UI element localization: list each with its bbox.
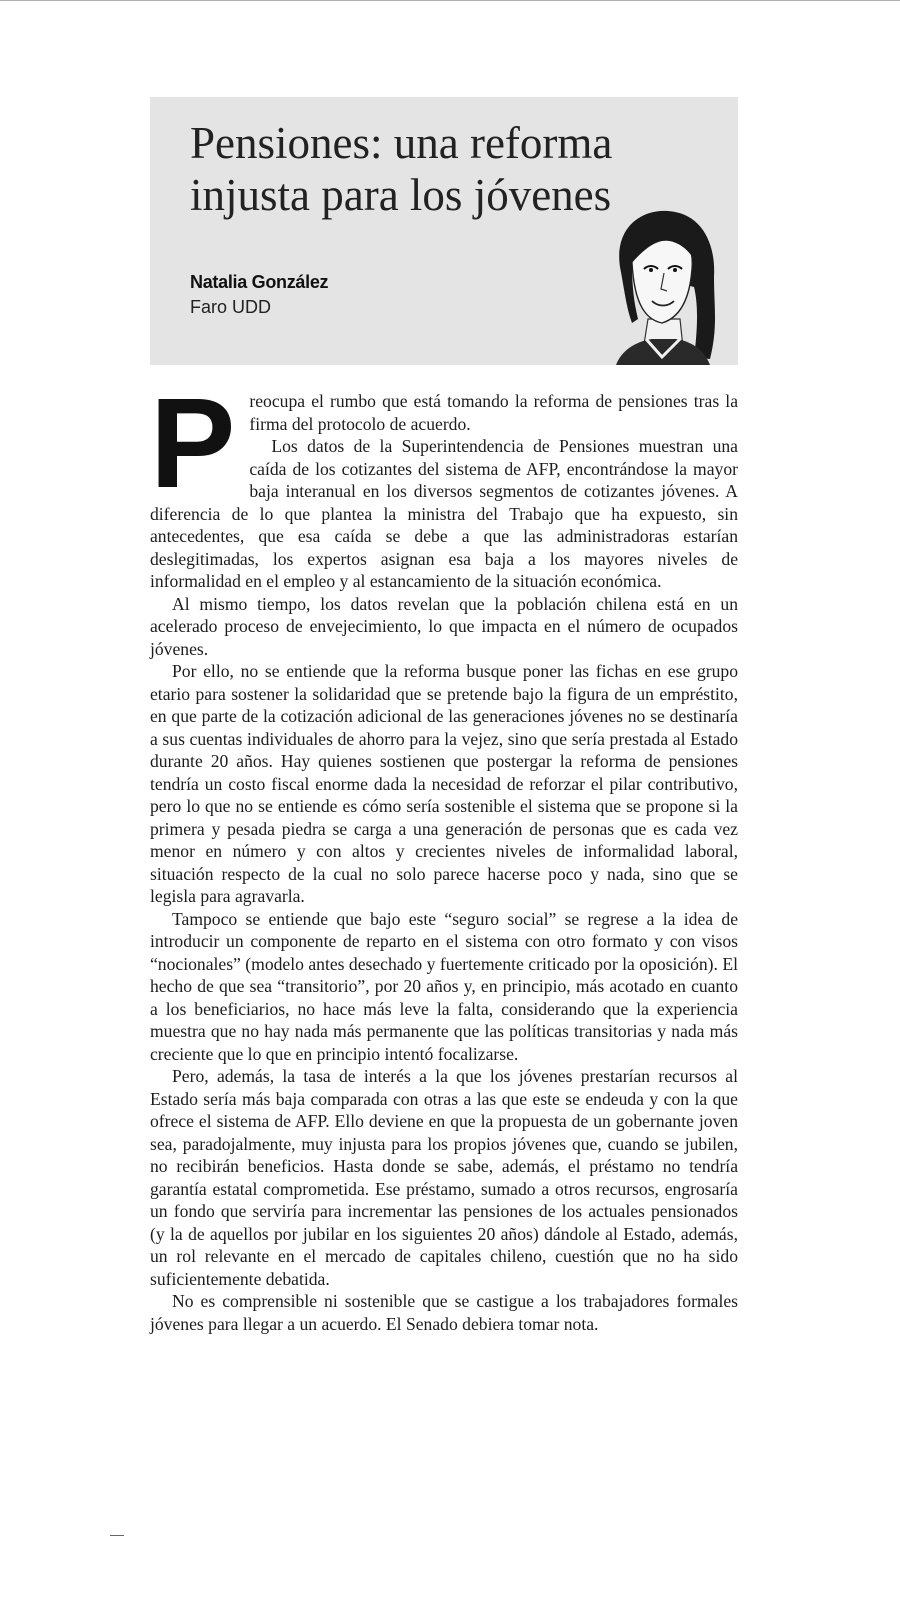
paragraph-5: Tampoco se entiende que bajo este “seguro social” se regrese a la idea de introducir un componente de reparto en el sistema con otro formato y con visos “nocionales” (modelo antes desechado y fuertemente criticado por la oposición). El hecho de que sea “transitorio”, por 20 años y, en principio, más acotado en cuanto a los beneficiarios, no hace más leve la falta, considerando que la experiencia muestra que no hay nada más permanente que las políticas transitorias y nada más creciente que lo que en principio intentó focalizarse.: [150, 908, 738, 1064]
top-rule: [0, 0, 900, 1]
paragraph-4: Por ello, no se entiende que la reforma busque poner las fichas en ese grupo etario para sostener la solidaridad que se pretende bajo la figura de un empréstito, en que parte de la cotización adicional de las generaciones jóvenes no se destinaría a sus cuentas individuales de ahorro para la vejez, sino que sería prestada al Estado durante 20 años. Hay quienes sostienen que postergar la reforma de pensiones tendría un costo fiscal enorme dada la necesidad de reforzar el pilar contributivo, pero lo que no se entiende es cómo sería sostenible el sistema que se propone si la primera y pesada piedra se carga a una generación de personas que es cada vez menor en número y con altos y crecientes niveles de informalidad laboral, situación respecto de la cual no solo parece hacerse poco y nada, sino que se legisla para agravarla.: [150, 661, 738, 906]
author-portrait: [602, 207, 722, 365]
headline-line-1: Pensiones: una reforma: [190, 118, 613, 168]
paragraph-6: Pero, además, la tasa de interés a la que los jóvenes prestarían recursos al Estado sería más baja comparada con otras a las que este se endeuda y con la que ofrece el sistema de AFP. Ello deviene en que la propuesta de un gobernante joven sea, paradojalmente, muy injusta para los propios jóvenes que, cuando se jubilen, no recibirán beneficios. Hasta donde se sabe, además, el préstamo no tendría garantía estatal comprometida. Ese préstamo, sumado a otros recursos, engrosaría un fondo que serviría para incrementar las pensiones de los actuales pensionados (y la de aquellos por jubilar en los siguientes 20 años) dándole al Estado, además, un rol relevante en el mercado de capitales chileno, cuestión que no ha sido suficientemente debatida.: [150, 1066, 738, 1289]
author-organization: Faro UDD: [190, 297, 272, 317]
footer-mark: [110, 1535, 124, 1536]
drop-cap: P: [150, 372, 236, 515]
paragraph-7: No es comprensible ni sostenible que se castigue a los trabajadores formales jóvenes para llegar a un acuerdo. El Senado debiera tomar nota.: [150, 1291, 738, 1334]
headline-line-2: injusta para los jóvenes: [190, 170, 612, 220]
author-name: Natalia González: [190, 272, 329, 292]
headline: [190, 117, 710, 221]
article-header: [150, 97, 738, 365]
paragraph-3: Al mismo tiempo, los datos revelan que la población chilena está en un acelerado proceso de envejecimiento, lo que impacta en el número de ocupados jóvenes.: [150, 593, 738, 659]
paragraph-1-text: reocupa el rumbo que está tomando la reforma de pensiones tras la firma del protocolo de acuerdo.: [249, 391, 738, 434]
paragraph-2: Los datos de la Superintendencia de Pensiones muestran una caída de los cotizantes del sistema de AFP, encontrándose la mayor baja interanual en los diversos segmentos de cotizantes jóvenes. A diferencia de lo que plantea la ministra del Trabajo que ha expuesto, sin antecedentes, que esa caída se debe a que las administradoras estarían deslegitimadas, los expertos asignan esa baja a los mayores niveles de informalidad en el empleo y al estancamiento de la situación económica.: [150, 436, 738, 591]
article-body: [150, 372, 738, 1335]
